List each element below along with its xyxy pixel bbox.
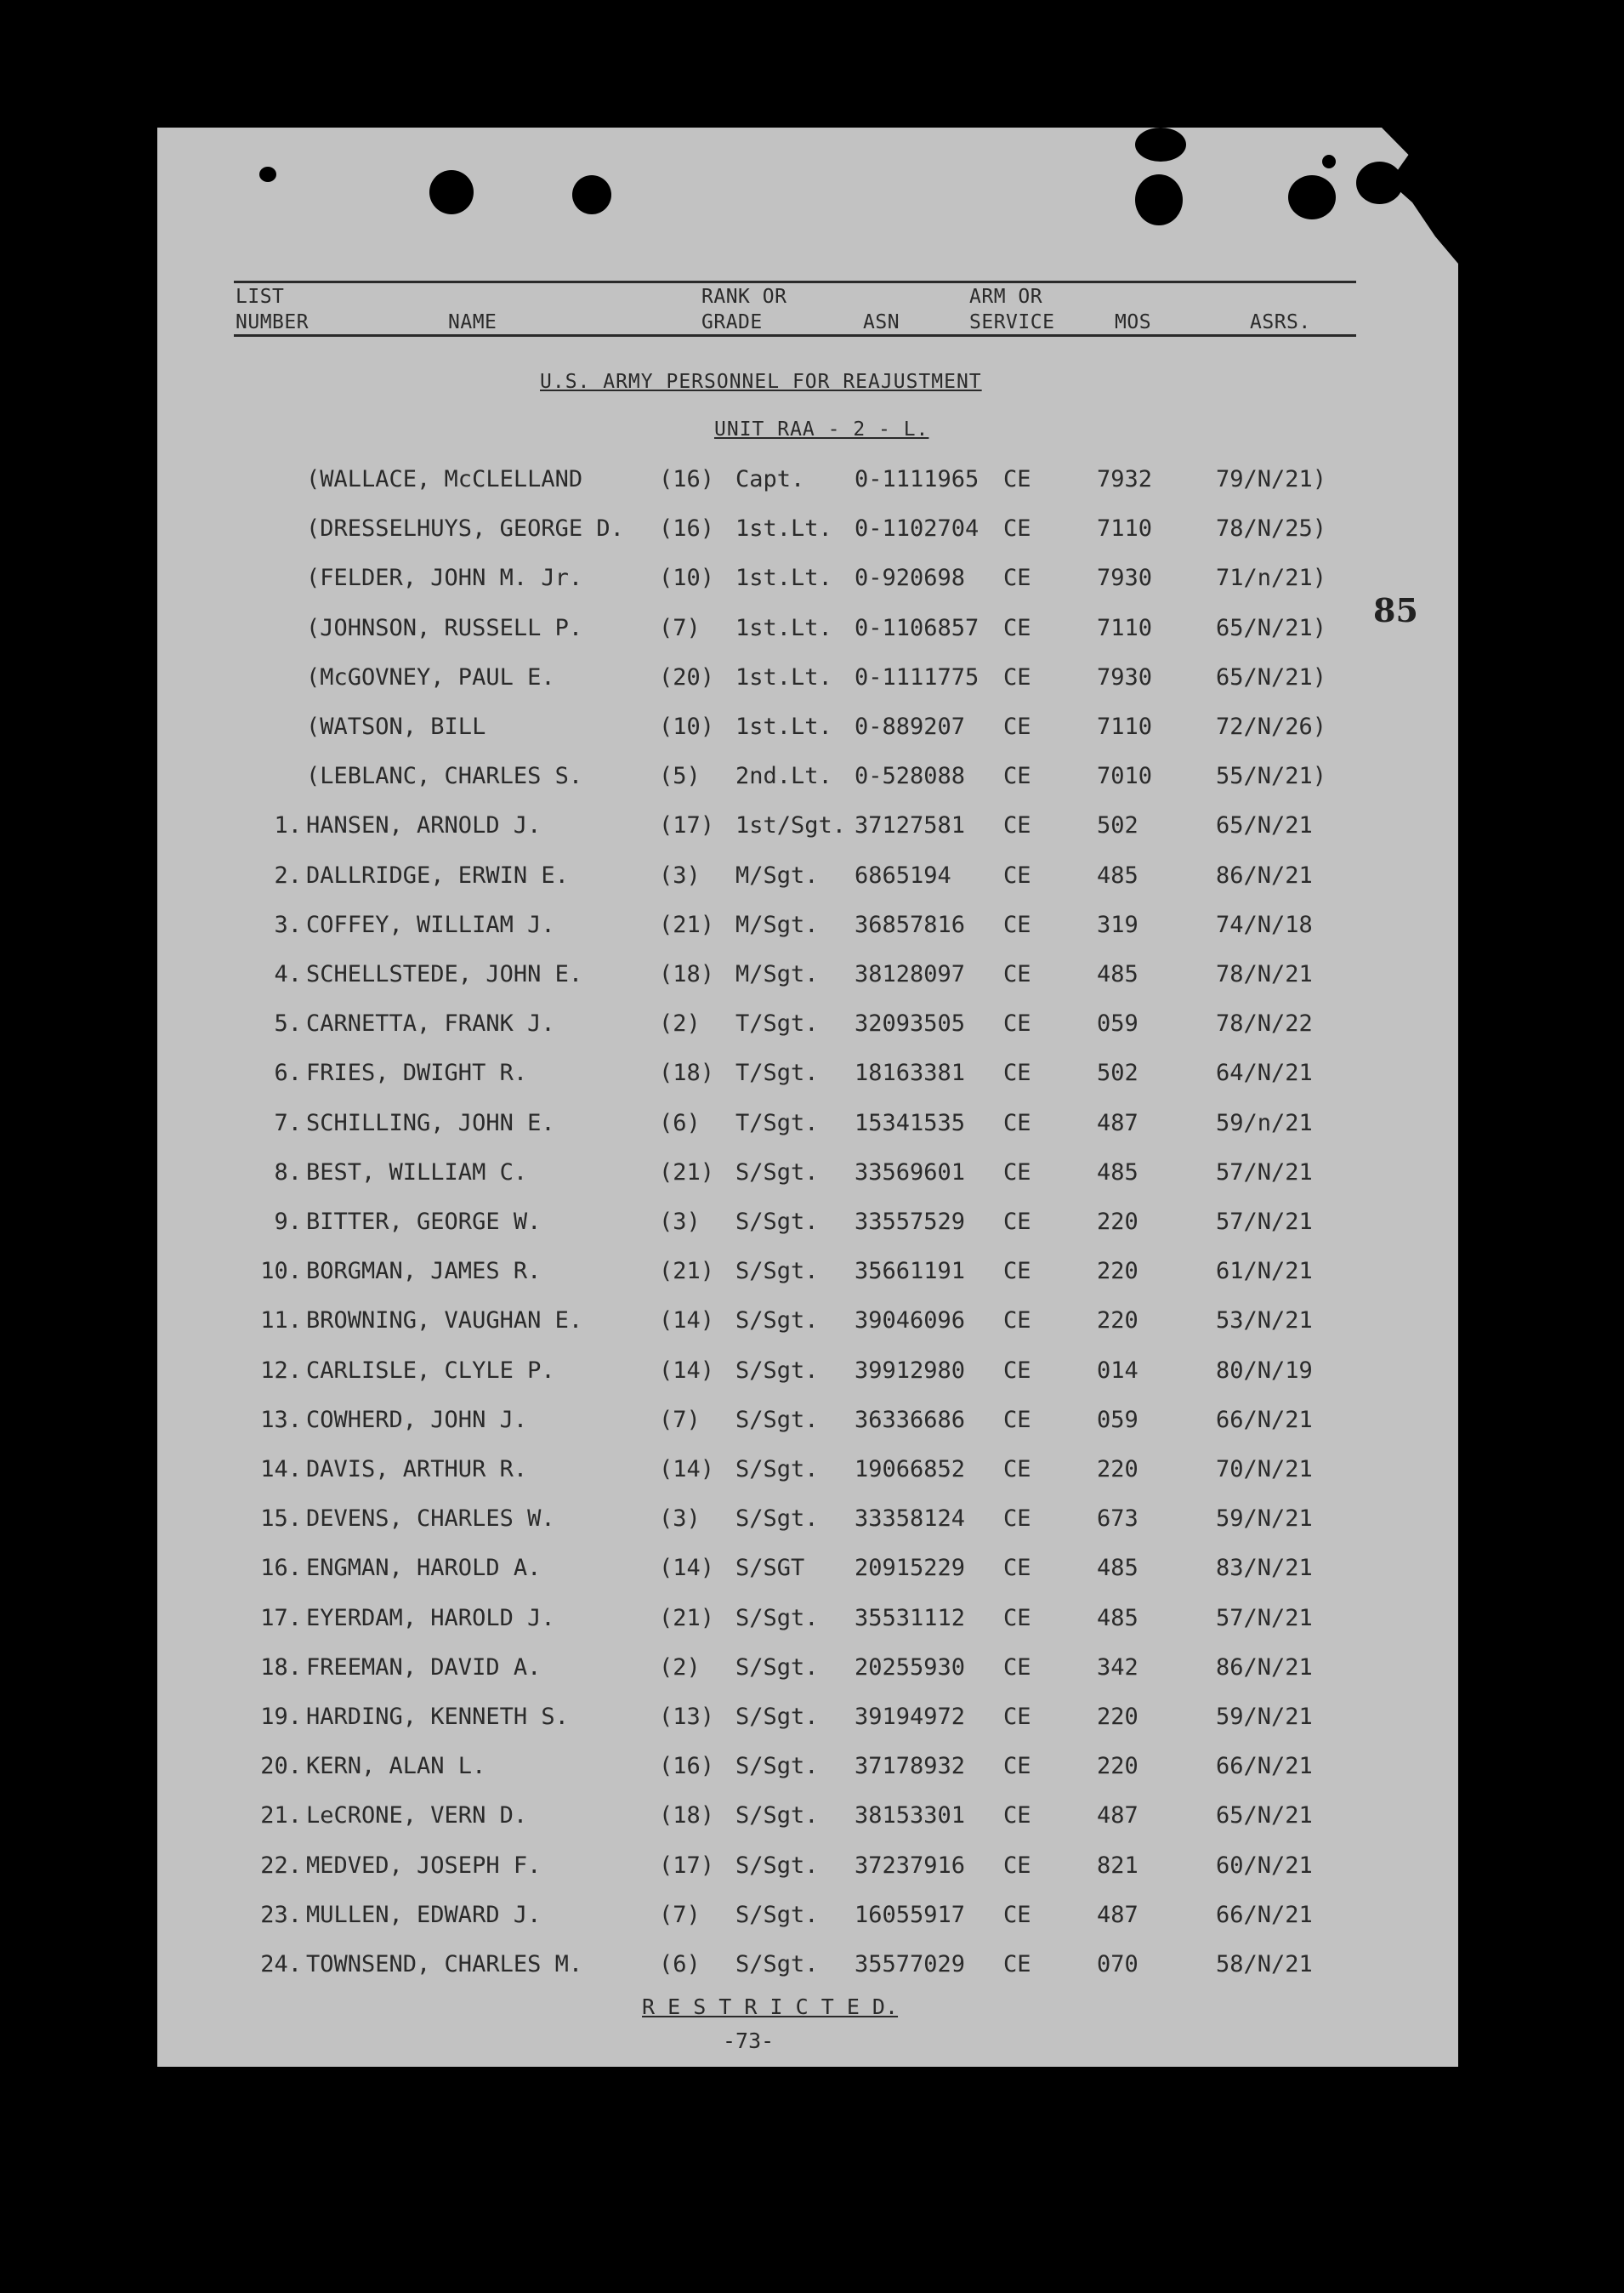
cell-name: LeCRONE, VERN D. [306,1802,528,1829]
cell-num: 4. [274,961,302,987]
cell-arm: CE [1003,614,1031,641]
cell-name: DEVENS, CHARLES W. [306,1505,555,1533]
cell-arm: CE [1003,812,1031,839]
cell-asrs: 79/N/21) [1216,466,1327,492]
cell-code: (17) [659,1852,715,1879]
punch-hole [1356,162,1403,204]
table-row [157,812,1458,862]
cell-num: 9. [274,1209,302,1235]
cell-num: 2. [274,862,302,889]
header-mos: MOS [1115,311,1152,333]
cell-name: DAVIS, ARTHUR R. [306,1456,528,1482]
cell-asrs: 86/N/21 [1216,1653,1313,1681]
cell-rank: T/Sgt. [735,1060,819,1087]
cell-asn: 15341535 [855,1109,966,1136]
cell-mos: 7930 [1097,663,1153,691]
cell-rank: 1st/Sgt. [735,812,847,839]
cell-code: (5) [659,763,701,790]
cell-asrs: 78/N/22 [1216,1010,1313,1038]
cell-mos: 502 [1097,1060,1139,1087]
table-row [157,1407,1458,1456]
document-title: U.S. ARMY PERSONNEL FOR REAJUSTMENT [540,371,982,393]
cell-code: (18) [659,1802,715,1829]
cell-asn: 0-1111965 [855,466,980,492]
cell-mos: 059 [1097,1010,1139,1038]
cell-rank: T/Sgt. [735,1109,819,1136]
cell-num: 15. [260,1505,302,1533]
cell-asrs: 72/N/26) [1216,714,1327,740]
cell-name: DALLRIDGE, ERWIN E. [306,862,569,889]
cell-name: SCHELLSTEDE, JOHN E. [306,961,583,987]
cell-code: (3) [659,862,701,889]
cell-asn: 0-889207 [855,714,966,740]
cell-asrs: 80/N/19 [1216,1357,1313,1384]
cell-code: (2) [659,1010,701,1038]
cell-arm: CE [1003,714,1031,740]
cell-code: (16) [659,1753,715,1780]
cell-rank: S/Sgt. [735,1158,819,1186]
cell-rank: S/Sgt. [735,1505,819,1533]
cell-code: (20) [659,663,715,691]
cell-arm: CE [1003,515,1031,543]
cell-rank: 1st.Lt. [735,714,832,740]
cell-code: (14) [659,1456,715,1482]
cell-rank: T/Sgt. [735,1010,819,1038]
cell-code: (10) [659,714,715,740]
cell-num: 7. [274,1109,302,1136]
restricted-marking: R E S T R I C T E D. [642,1994,899,2019]
table-row [157,515,1458,565]
cell-mos: 7930 [1097,565,1153,592]
table-row [157,1010,1458,1060]
cell-asn: 37127581 [855,812,966,839]
cell-rank: S/Sgt. [735,1456,819,1482]
header-name: NAME [448,311,497,333]
header-bottom-rule [234,334,1356,337]
table-row [157,714,1458,763]
cell-asn: 39046096 [855,1307,966,1334]
cell-asrs: 64/N/21 [1216,1060,1313,1087]
cell-asrs: 59/N/21 [1216,1704,1313,1730]
cell-rank: M/Sgt. [735,862,819,889]
table-row [157,1704,1458,1753]
cell-arm: CE [1003,862,1031,889]
cell-asn: 37178932 [855,1753,966,1780]
cell-code: (2) [659,1653,701,1681]
cell-asrs: 55/N/21) [1216,763,1327,790]
cell-asrs: 86/N/21 [1216,862,1313,889]
cell-num: 14. [260,1456,302,1482]
cell-asrs: 61/N/21 [1216,1258,1313,1285]
cell-asn: 18163381 [855,1060,966,1087]
cell-asrs: 66/N/21 [1216,1753,1313,1780]
cell-mos: 7010 [1097,763,1153,790]
cell-code: (6) [659,1951,701,1977]
cell-asrs: 71/n/21) [1216,565,1327,592]
cell-rank: S/Sgt. [735,1653,819,1681]
cell-rank: Capt. [735,466,805,492]
cell-arm: CE [1003,1704,1031,1730]
cell-code: (7) [659,614,701,641]
punch-hole [1288,175,1336,219]
table-row [157,1357,1458,1407]
cell-asrs: 58/N/21 [1216,1951,1313,1977]
cell-num: 13. [260,1406,302,1433]
cell-rank: 1st.Lt. [735,663,832,691]
cell-arm: CE [1003,1604,1031,1631]
punch-hole [572,175,611,214]
punch-hole [1135,174,1183,225]
cell-asn: 20255930 [855,1653,966,1681]
cell-asn: 0-1111775 [855,663,980,691]
cell-mos: 059 [1097,1406,1139,1433]
cell-code: (13) [659,1704,715,1730]
cell-name: (DRESSELHUYS, GEORGE D. [306,515,624,543]
cell-mos: 220 [1097,1209,1139,1235]
cell-asrs: 66/N/21 [1216,1901,1313,1928]
cell-rank: 2nd.Lt. [735,763,832,790]
cell-arm: CE [1003,1060,1031,1087]
cell-mos: 319 [1097,911,1139,938]
table-row [157,1802,1458,1852]
cell-asrs: 53/N/21 [1216,1307,1313,1334]
table-row [157,1951,1458,2000]
cell-code: (3) [659,1209,701,1235]
cell-mos: 487 [1097,1109,1139,1136]
cell-asrs: 59/n/21 [1216,1109,1313,1136]
cell-asn: 0-1102704 [855,515,980,543]
cell-rank: S/Sgt. [735,1951,819,1977]
table-row [157,565,1458,614]
cell-num: 16. [260,1555,302,1582]
cell-code: (14) [659,1555,715,1582]
cell-name: (McGOVNEY, PAUL E. [306,663,555,691]
cell-asrs: 83/N/21 [1216,1555,1313,1582]
cell-asn: 38128097 [855,961,966,987]
cell-code: (18) [659,1060,715,1087]
cell-arm: CE [1003,663,1031,691]
cell-arm: CE [1003,1852,1031,1879]
table-row [157,1307,1458,1357]
cell-num: 24. [260,1951,302,1977]
cell-rank: 1st.Lt. [735,614,832,641]
cell-asn: 39194972 [855,1704,966,1730]
cell-mos: 220 [1097,1307,1139,1334]
cell-rank: S/Sgt. [735,1209,819,1235]
cell-arm: CE [1003,1901,1031,1928]
cell-mos: 7110 [1097,714,1153,740]
cell-mos: 485 [1097,1158,1139,1186]
cell-arm: CE [1003,911,1031,938]
cell-mos: 673 [1097,1505,1139,1533]
cell-code: (6) [659,1109,701,1136]
table-row [157,1505,1458,1555]
cell-rank: S/Sgt. [735,1852,819,1879]
cell-code: (21) [659,1258,715,1285]
cell-name: ENGMAN, HAROLD A. [306,1555,542,1582]
cell-arm: CE [1003,1951,1031,1977]
header-top-rule [234,281,1356,283]
cell-asrs: 65/N/21 [1216,812,1313,839]
cell-arm: CE [1003,961,1031,987]
cell-asrs: 70/N/21 [1216,1456,1313,1482]
cell-asn: 0-920698 [855,565,966,592]
cell-num: 5. [274,1010,302,1038]
margin-page-mark: 85 [1373,591,1418,629]
cell-asn: 37237916 [855,1852,966,1879]
cell-name: COFFEY, WILLIAM J. [306,911,555,938]
cell-rank: S/Sgt. [735,1258,819,1285]
cell-asn: 19066852 [855,1456,966,1482]
cell-mos: 014 [1097,1357,1139,1384]
table-row [157,1110,1458,1159]
cell-mos: 487 [1097,1901,1139,1928]
cell-arm: CE [1003,1258,1031,1285]
cell-arm: CE [1003,1505,1031,1533]
cell-arm: CE [1003,1753,1031,1780]
cell-rank: S/Sgt. [735,1307,819,1334]
cell-name: KERN, ALAN L. [306,1753,486,1780]
cell-name: (WALLACE, McCLELLAND [306,466,583,492]
header-asn: ASN [863,311,900,333]
cell-asn: 0-528088 [855,763,966,790]
cell-asrs: 59/N/21 [1216,1505,1313,1533]
cell-num: 12. [260,1357,302,1384]
cell-rank: S/Sgt. [735,1704,819,1730]
cell-asrs: 57/N/21 [1216,1604,1313,1631]
cell-num: 6. [274,1060,302,1087]
cell-arm: CE [1003,1406,1031,1433]
cell-num: 17. [260,1604,302,1631]
cell-asrs: 65/N/21 [1216,1802,1313,1829]
punch-hole [1322,155,1336,168]
cell-name: (FELDER, JOHN M. Jr. [306,565,583,592]
cell-name: FREEMAN, DAVID A. [306,1653,542,1681]
cell-asn: 33557529 [855,1209,966,1235]
header-list-number: LIST NUMBER [236,286,309,333]
cell-num: 8. [274,1158,302,1186]
cell-rank: S/Sgt. [735,1802,819,1829]
cell-code: (17) [659,812,715,839]
cell-rank: M/Sgt. [735,961,819,987]
cell-asrs: 57/N/21 [1216,1209,1313,1235]
cell-rank: 1st.Lt. [735,515,832,543]
cell-mos: 220 [1097,1704,1139,1730]
cell-rank: M/Sgt. [735,911,819,938]
cell-name: (JOHNSON, RUSSELL P. [306,614,583,641]
cell-rank: S/Sgt. [735,1753,819,1780]
header-asrs: ASRS. [1250,311,1311,333]
cell-mos: 485 [1097,961,1139,987]
cell-name: HARDING, KENNETH S. [306,1704,569,1730]
cell-asrs: 78/N/25) [1216,515,1327,543]
cell-arm: CE [1003,1653,1031,1681]
document-page [157,128,1458,2067]
cell-name: FRIES, DWIGHT R. [306,1060,528,1087]
cell-name: BEST, WILLIAM C. [306,1158,528,1186]
cell-num: 19. [260,1704,302,1730]
cell-code: (3) [659,1505,701,1533]
cell-asn: 35661191 [855,1258,966,1285]
cell-arm: CE [1003,1209,1031,1235]
cell-asn: 36857816 [855,911,966,938]
cell-mos: 502 [1097,812,1139,839]
cell-mos: 485 [1097,1555,1139,1582]
cell-rank: S/Sgt. [735,1357,819,1384]
cell-asrs: 65/N/21) [1216,663,1327,691]
cell-arm: CE [1003,1802,1031,1829]
cell-name: MULLEN, EDWARD J. [306,1901,542,1928]
table-row [157,1605,1458,1654]
cell-asn: 16055917 [855,1901,966,1928]
cell-arm: CE [1003,763,1031,790]
cell-num: 11. [260,1307,302,1334]
cell-name: BROWNING, VAUGHAN E. [306,1307,583,1334]
unit-title: UNIT RAA - 2 - L. [714,418,929,441]
cell-code: (7) [659,1406,701,1433]
cell-rank: S/Sgt. [735,1604,819,1631]
punch-hole [429,170,474,214]
table-row [157,1159,1458,1209]
cell-mos: 342 [1097,1653,1139,1681]
header-rank: RANK OR GRADE [701,286,787,333]
cell-name: (LEBLANC, CHARLES S. [306,763,583,790]
cell-mos: 220 [1097,1258,1139,1285]
cell-code: (14) [659,1357,715,1384]
cell-code: (16) [659,466,715,492]
cell-asn: 20915229 [855,1555,966,1582]
cell-rank: S/Sgt. [735,1901,819,1928]
cell-asrs: 57/N/21 [1216,1158,1313,1186]
table-row [157,664,1458,714]
cell-mos: 485 [1097,1604,1139,1631]
table-row [157,961,1458,1010]
cell-name: TOWNSEND, CHARLES M. [306,1951,583,1977]
cell-name: HANSEN, ARNOLD J. [306,812,542,839]
cell-mos: 070 [1097,1951,1139,1977]
cell-code: (16) [659,515,715,543]
cell-asrs: 66/N/21 [1216,1406,1313,1433]
page-number: -73- [723,2028,775,2053]
cell-num: 1. [274,812,302,839]
cell-num: 23. [260,1901,302,1928]
cell-num: 21. [260,1802,302,1829]
table-row [157,862,1458,912]
cell-rank: 1st.Lt. [735,565,832,592]
cell-asrs: 65/N/21) [1216,614,1327,641]
cell-code: (21) [659,1158,715,1186]
cell-asn: 39912980 [855,1357,966,1384]
table-row [157,1654,1458,1704]
cell-arm: CE [1003,565,1031,592]
cell-name: BITTER, GEORGE W. [306,1209,542,1235]
cell-asn: 0-1106857 [855,614,980,641]
cell-mos: 220 [1097,1753,1139,1780]
cell-mos: 7110 [1097,614,1153,641]
cell-asrs: 60/N/21 [1216,1852,1313,1879]
cell-asn: 35531112 [855,1604,966,1631]
table-row [157,615,1458,664]
cell-asn: 38153301 [855,1802,966,1829]
punch-hole [1135,128,1186,162]
cell-code: (10) [659,565,715,592]
cell-arm: CE [1003,1357,1031,1384]
cell-name: CARNETTA, FRANK J. [306,1010,555,1038]
cell-name: CARLISLE, CLYLE P. [306,1357,555,1384]
cell-code: (7) [659,1901,701,1928]
table-row [157,1258,1458,1307]
cell-arm: CE [1003,1307,1031,1334]
cell-name: BORGMAN, JAMES R. [306,1258,542,1285]
cell-num: 20. [260,1753,302,1780]
table-row [157,466,1458,515]
cell-name: EYERDAM, HAROLD J. [306,1604,555,1631]
table-row [157,1456,1458,1505]
cell-code: (18) [659,961,715,987]
cell-asn: 32093505 [855,1010,966,1038]
cell-arm: CE [1003,1158,1031,1186]
cell-name: MEDVED, JOSEPH F. [306,1852,542,1879]
cell-asn: 33358124 [855,1505,966,1533]
cell-mos: 485 [1097,862,1139,889]
cell-mos: 487 [1097,1802,1139,1829]
table-row [157,1555,1458,1604]
cell-code: (21) [659,1604,715,1631]
cell-asn: 36336686 [855,1406,966,1433]
table-row [157,1753,1458,1802]
table-row [157,763,1458,812]
table-row [157,912,1458,961]
cell-asn: 35577029 [855,1951,966,1977]
cell-mos: 7932 [1097,466,1153,492]
table-row [157,1060,1458,1109]
cell-code: (21) [659,911,715,938]
cell-code: (14) [659,1307,715,1334]
header-arm: ARM OR SERVICE [969,286,1055,333]
cell-name: SCHILLING, JOHN E. [306,1109,555,1136]
cell-asrs: 74/N/18 [1216,911,1313,938]
cell-arm: CE [1003,1109,1031,1136]
cell-arm: CE [1003,1555,1031,1582]
table-row [157,1209,1458,1258]
cell-arm: CE [1003,466,1031,492]
cell-rank: S/Sgt. [735,1406,819,1433]
cell-rank: S/SGT [735,1555,805,1582]
cell-name: (WATSON, BILL [306,714,486,740]
cell-asrs: 78/N/21 [1216,961,1313,987]
punch-hole [259,167,276,182]
cell-arm: CE [1003,1010,1031,1038]
cell-num: 18. [260,1653,302,1681]
table-row [157,1852,1458,1902]
cell-mos: 220 [1097,1456,1139,1482]
cell-mos: 821 [1097,1852,1139,1879]
cell-num: 22. [260,1852,302,1879]
cell-name: COWHERD, JOHN J. [306,1406,528,1433]
table-row [157,1902,1458,1951]
cell-arm: CE [1003,1456,1031,1482]
cell-mos: 7110 [1097,515,1153,543]
cell-num: 3. [274,911,302,938]
cell-asn: 33569601 [855,1158,966,1186]
cell-asn: 6865194 [855,862,951,889]
cell-num: 10. [260,1258,302,1285]
